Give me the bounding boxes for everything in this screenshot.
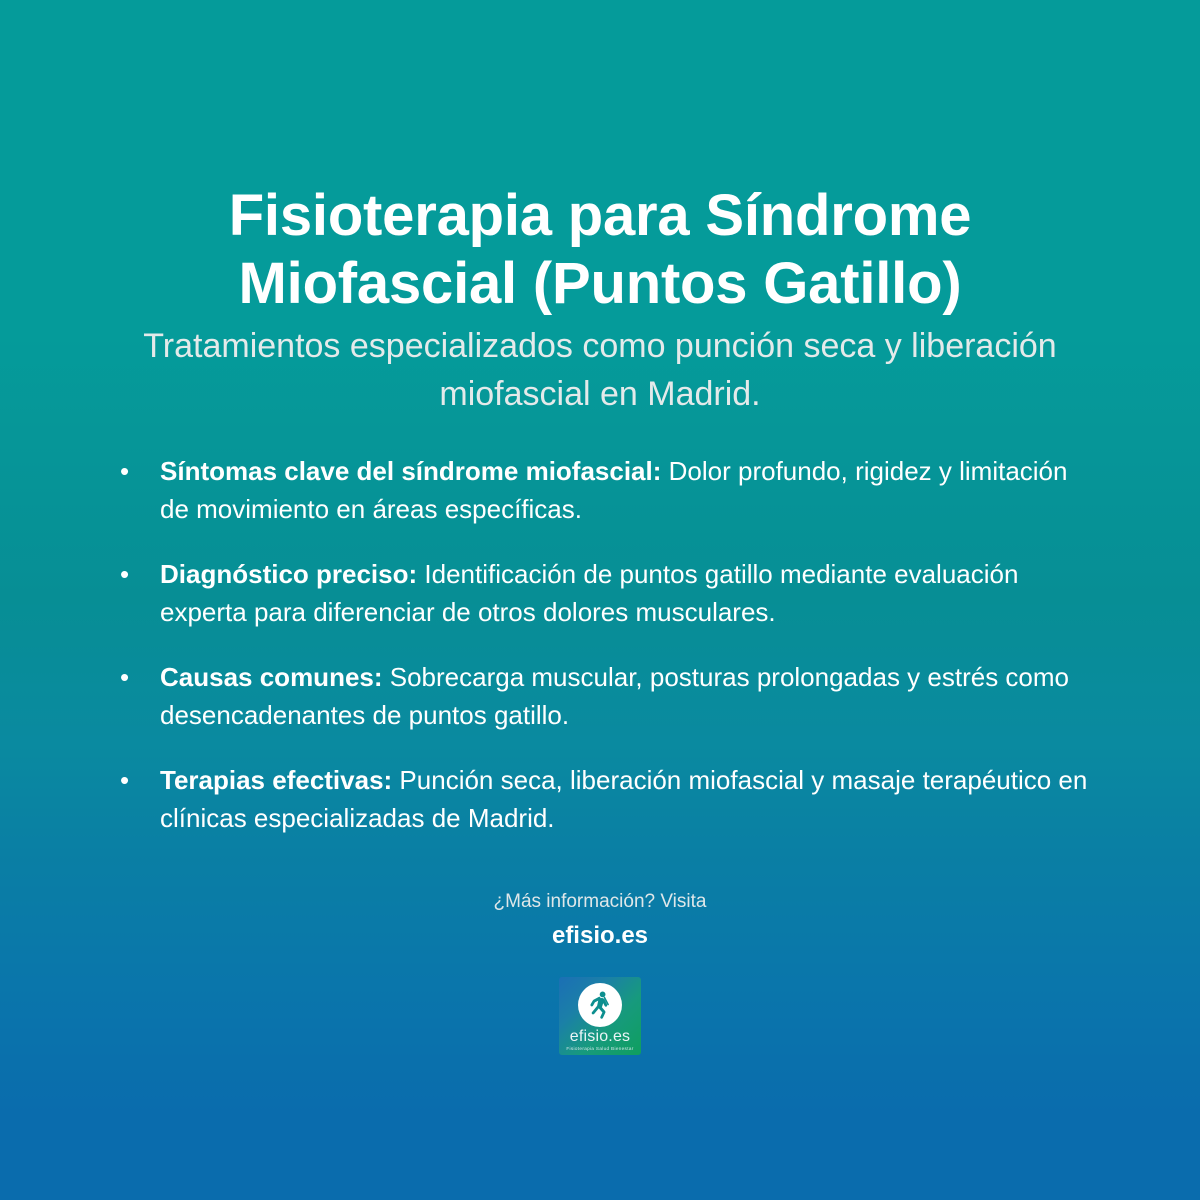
- heading-block: [100, 182, 1100, 418]
- cta-website-link[interactable]: efisio.es: [551, 922, 649, 949]
- page-title: Fisioterapia para Síndrome Miofascial (Puntos Gatillo): [228, 183, 972, 316]
- list-item-label: Terapias efectivas:: [160, 765, 393, 795]
- list-item: [100, 555, 1100, 631]
- list-item-text: Identificación de puntos gatillo mediante evaluación experta para diferenciar de otros dolores musculares.: [160, 559, 1019, 627]
- logo-tagline: Fisioterapia Salud Bienestar: [566, 1046, 634, 1051]
- key-points-list: [100, 452, 1100, 837]
- bullet-icon: •: [120, 559, 130, 589]
- list-item-text: Punción seca, liberación miofascial y masaje terapéutico en clínicas especializadas de Madrid.: [160, 765, 1088, 833]
- brand-logo: [559, 977, 641, 1055]
- page-subtitle: Tratamientos especializados como punción seca y liberación miofascial en Madrid.: [143, 327, 1057, 413]
- logo-wordmark: efisio.es: [569, 1028, 631, 1045]
- list-item-text: Dolor profundo, rigidez y limitación de movimiento en áreas específicas.: [160, 456, 1068, 524]
- list-item: [100, 761, 1100, 837]
- list-item: [100, 452, 1100, 528]
- list-item-label: Causas comunes:: [160, 662, 383, 692]
- bullet-icon: •: [120, 456, 130, 486]
- stretching-figure-icon: [578, 983, 622, 1027]
- bullet-icon: •: [120, 765, 130, 795]
- list-item-text: Sobrecarga muscular, posturas prolongadas y estrés como desencadenantes de puntos gatillo.: [160, 662, 1069, 730]
- list-item-label: Diagnóstico preciso:: [160, 559, 418, 589]
- list-item-label: Síntomas clave del síndrome miofascial:: [160, 456, 662, 486]
- call-to-action: [494, 889, 707, 951]
- list-item: [100, 658, 1100, 734]
- bullet-icon: •: [120, 662, 130, 692]
- cta-prompt: ¿Más información? Visita: [493, 891, 707, 912]
